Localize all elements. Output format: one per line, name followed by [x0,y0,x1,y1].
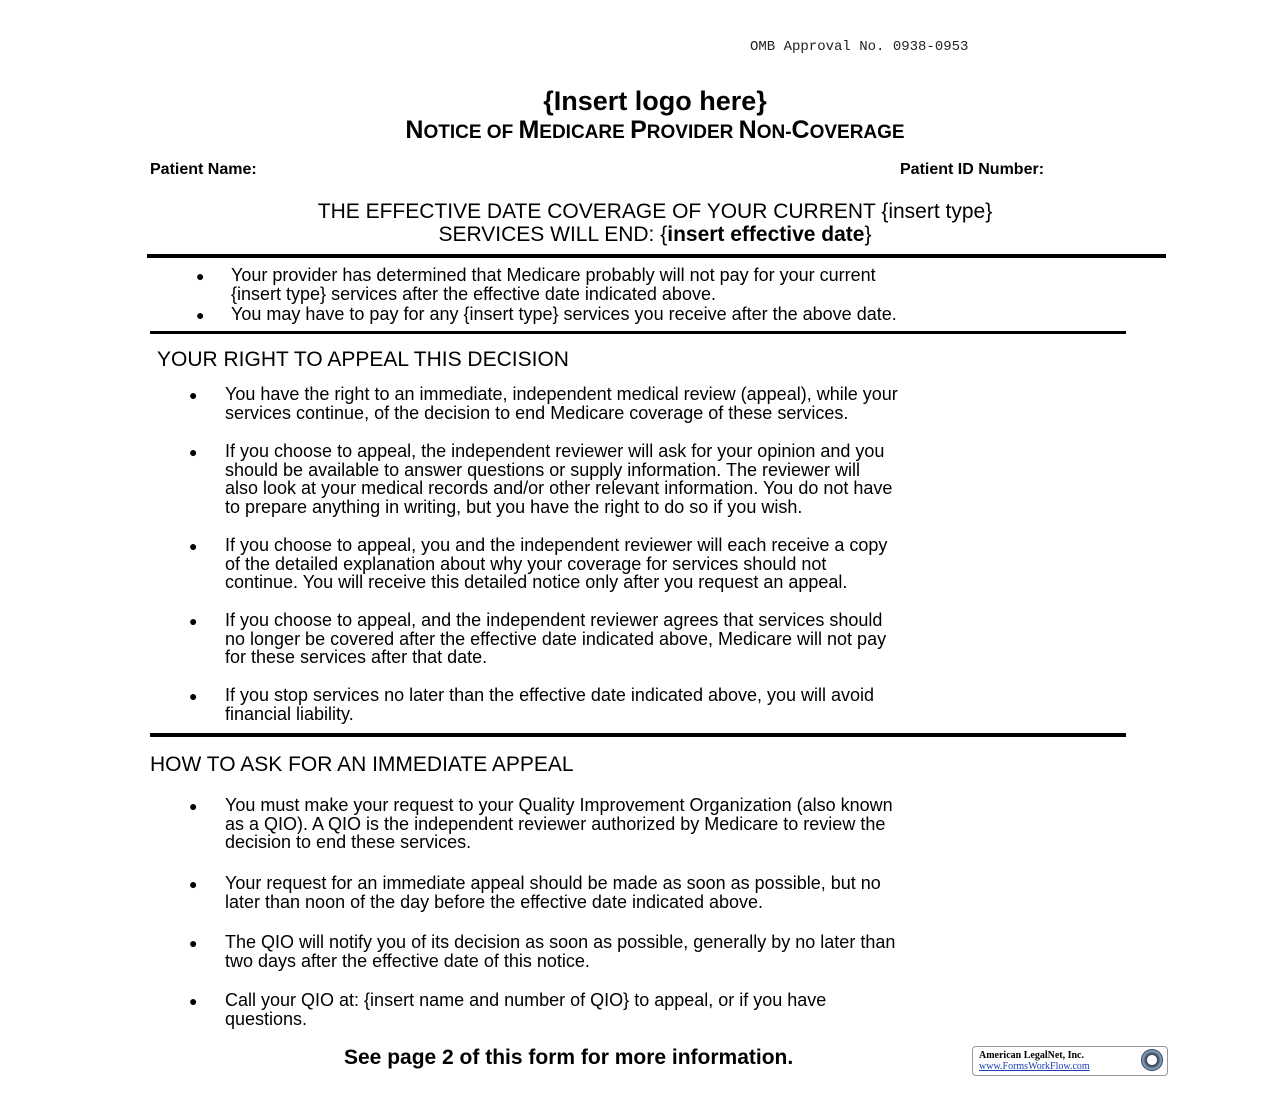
list-item-line: questions. [225,1008,308,1029]
list-item-line: You have the right to an immediate, independent medical review (appeal), while your [225,384,898,404]
list-item [231,305,897,324]
list-item-line: as a QIO). A QIO is the independent reviewer authorized by Medicare to review the [225,813,886,834]
page-title: NOTICE OF MEDICARE PROVIDER NON-COVERAGE [405,116,905,144]
list-item-line: continue. You will receive this detailed notice only after you request an appeal. [225,572,848,593]
branding-url[interactable]: www.FormsWorkFlow.com [979,1061,1090,1072]
list-item [225,933,895,970]
patient-id-label: Patient ID Number: [900,161,1045,178]
list-item [225,536,887,592]
bullet-icon: ● [189,444,198,460]
list-item-line: Your provider has determined that Medicare probably will not pay for your current [231,265,876,285]
list-item-line: If you stop services no later than the effective date indicated above, you will avoid [225,685,875,705]
seal-icon [1141,1049,1163,1071]
omb-approval: OMB Approval No. 0938-0953 [750,39,969,55]
list-item-line: later than noon of the day before the effective date indicated above. [225,891,764,912]
divider [150,733,1126,737]
list-item-line: Call your QIO at: {insert name and number of QIO} to appeal, or if you have [225,990,827,1010]
section-heading-how-to: HOW TO ASK FOR AN IMMEDIATE APPEAL [150,753,574,776]
bullet-icon: ● [189,538,198,554]
list-item-line: of the detailed explanation about why your coverage for services should not [225,553,827,574]
bullet-icon: ● [189,613,198,629]
list-item-line: Your request for an immediate appeal should be made as soon as possible, but no [225,873,881,893]
branding-company: American LegalNet, Inc. [979,1050,1084,1061]
bullet-icon: ● [196,307,205,323]
list-item [225,686,874,723]
bullet-icon: ● [189,876,198,892]
divider [150,331,1126,334]
list-item-line: to prepare anything in writing, but you have the right to do so if you wish. [225,496,803,517]
branding-logo[interactable] [972,1046,1168,1076]
bullet-icon: ● [189,387,198,403]
footer-note: See page 2 of this form for more information. [344,1046,794,1069]
list-item-line: {insert type} services after the effective date indicated above. [231,283,716,304]
list-item-line: two days after the effective date of this notice. [225,950,590,971]
list-item-line: for these services after that date. [225,647,488,668]
divider [147,254,1166,258]
list-item-line: The QIO will notify you of its decision as soon as possible, generally by no later than [225,932,896,952]
list-item-line: should be available to answer questions or supply information. The reviewer will [225,459,861,480]
list-item-line: services continue, of the decision to end Medicare coverage of these services. [225,402,849,423]
patient-name-label: Patient Name: [150,161,257,178]
list-item [225,442,892,516]
effective-date-line1: THE EFFECTIVE DATE COVERAGE OF YOUR CURRENT {insert type} [317,200,993,223]
list-item-line: If you choose to appeal, and the independent reviewer agrees that services should [225,610,883,630]
list-item-line: You must make your request to your Quality Improvement Organization (also known [225,795,893,815]
list-item [225,874,881,911]
list-item-line: financial liability. [225,703,354,724]
list-item [225,385,898,422]
section-heading-appeal-right: YOUR RIGHT TO APPEAL THIS DECISION [157,348,569,371]
list-item [231,266,876,303]
bullet-icon: ● [189,798,198,814]
list-item-line: decision to end these services. [225,832,472,853]
bullet-icon: ● [196,268,205,284]
logo-placeholder: {Insert logo here} [543,86,767,116]
list-item-line: also look at your medical records and/or other relevant information. You do not have [225,478,893,499]
list-item-line: If you choose to appeal, you and the independent reviewer will each receive a copy [225,535,888,555]
effective-date-line2: SERVICES WILL END: {insert effective date} [438,223,872,246]
list-item-line: no longer be covered after the effective date indicated above, Medicare will not pay [225,628,887,649]
list-item [225,991,826,1028]
bullet-icon: ● [189,688,198,704]
list-item-line: You may have to pay for any {insert type} services you receive after the above date. [231,304,897,324]
list-item [225,611,886,667]
bullet-icon: ● [189,993,198,1009]
list-item [225,796,893,852]
bullet-icon: ● [189,935,198,951]
list-item-line: If you choose to appeal, the independent reviewer will ask for your opinion and you [225,441,885,461]
